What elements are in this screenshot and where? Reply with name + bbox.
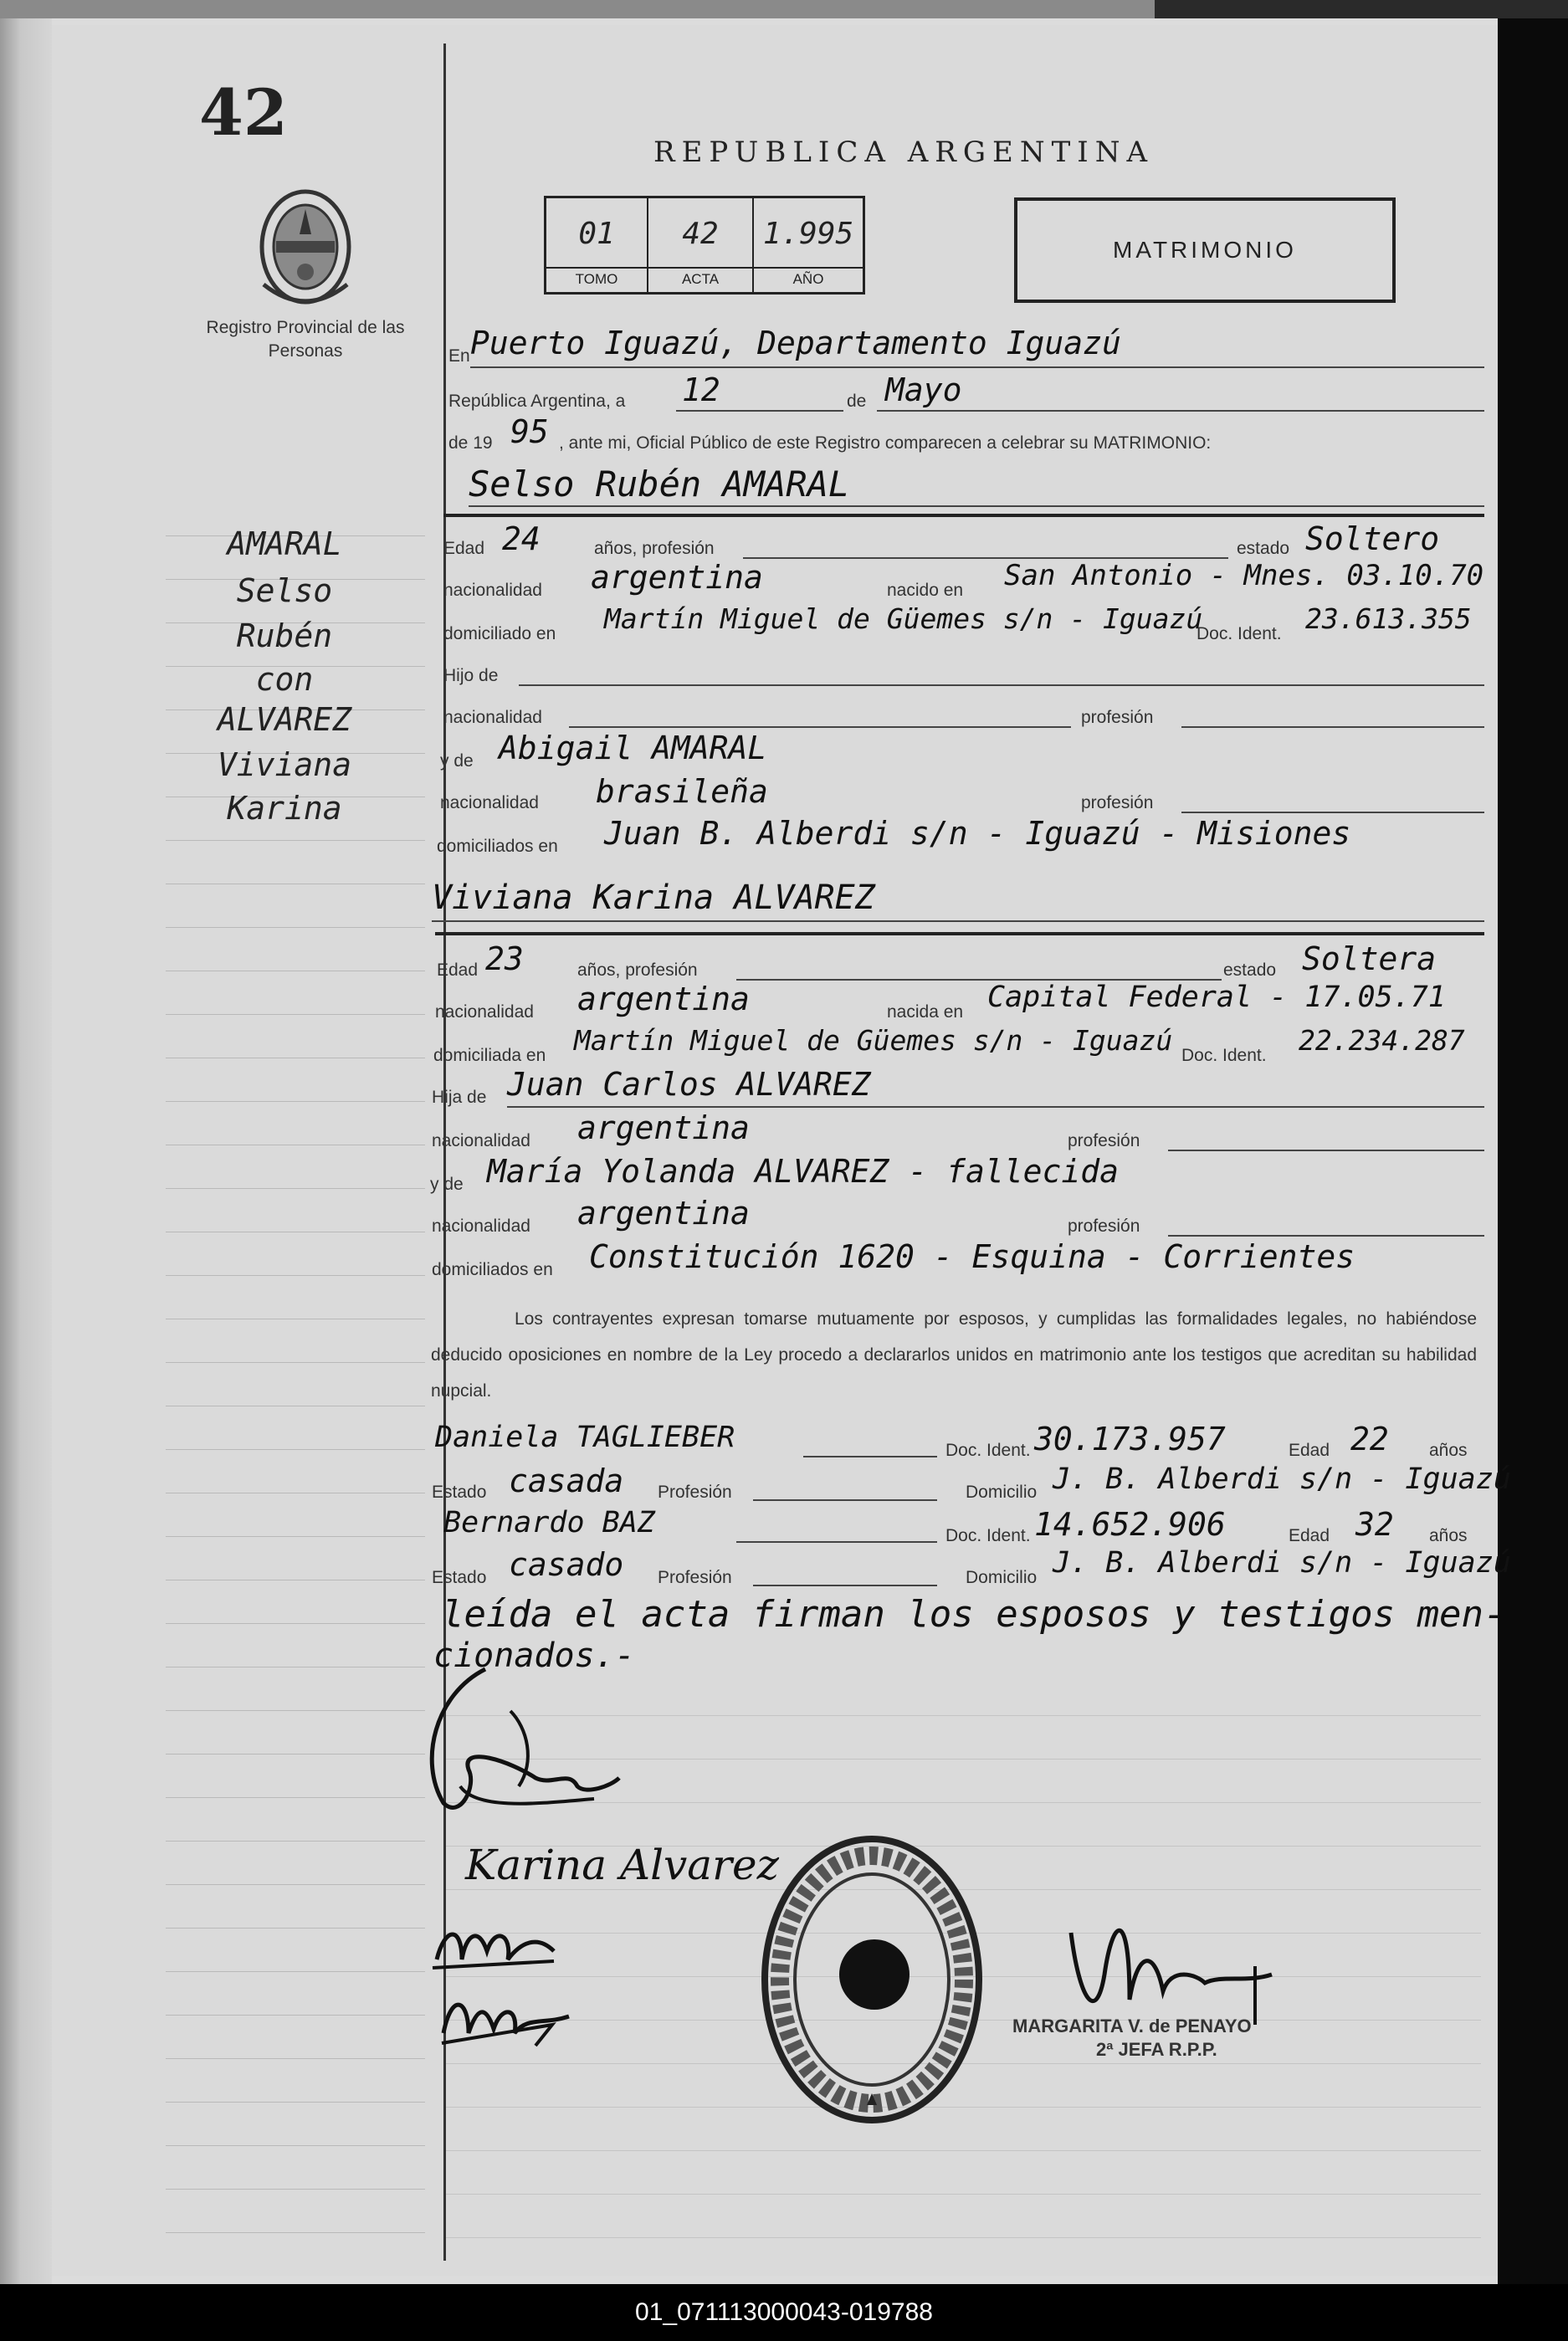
groom-domic-padres: Juan B. Alberdi s/n - Iguazú - Misiones bbox=[604, 815, 1351, 852]
intro-statement: , ante mi, Oficial Público de este Registro comparecen a celebrar su MATRIMONIO: bbox=[559, 433, 1212, 453]
day-value: 12 bbox=[682, 371, 720, 408]
ruled-line bbox=[166, 927, 425, 928]
witness-2-domicilio: J. B. Alberdi s/n - Iguazú bbox=[1053, 1546, 1511, 1580]
ruled-line bbox=[166, 2232, 425, 2233]
acta-label: ACTA bbox=[648, 267, 752, 288]
bride-nac-padre-label: nacionalidad bbox=[432, 1131, 530, 1150]
seal-label: Registro Provincial de las Personas bbox=[206, 318, 405, 361]
margin-annotation-line: Selso bbox=[236, 572, 333, 609]
acta-value: 42 bbox=[682, 217, 719, 251]
witness-1-signature-icon bbox=[428, 1909, 562, 1985]
groom-name: Selso Rubén AMARAL bbox=[469, 464, 850, 505]
witness-2-doc: 14.652.906 bbox=[1034, 1506, 1226, 1543]
witness-1-edad-label: Edad bbox=[1289, 1441, 1330, 1460]
bride-name: Viviana Karina ALVAREZ bbox=[432, 879, 875, 917]
bride-nacida-label: nacida en bbox=[887, 1002, 964, 1022]
tomo-cell bbox=[546, 198, 648, 292]
ruled-line bbox=[166, 1536, 425, 1537]
witness-2-signature-icon bbox=[435, 1983, 577, 2058]
bride-nacida: Capital Federal - 17.05.71 bbox=[987, 981, 1446, 1014]
bride-nac-madre: argentina bbox=[577, 1195, 750, 1232]
groom-edad: 24 bbox=[502, 520, 541, 557]
bride-padre-underline bbox=[507, 1106, 1484, 1108]
ruled-line bbox=[166, 1928, 425, 1929]
bride-prof-madre-underline bbox=[1168, 1235, 1484, 1237]
groom-signature-icon bbox=[410, 1661, 644, 1824]
bride-signature: Karina Alvarez bbox=[465, 1841, 779, 1889]
witness-2-anos-label: años bbox=[1429, 1526, 1468, 1545]
ruled-line bbox=[166, 1449, 425, 1450]
groom-prof-madre-label: profesión bbox=[1081, 793, 1154, 812]
margin-annotation-line: Rubén bbox=[236, 617, 333, 654]
groom-prof-madre-underline bbox=[1181, 812, 1484, 813]
groom-nacido: San Antonio - Mnes. 03.10.70 bbox=[1004, 559, 1484, 592]
ruled-line bbox=[166, 1101, 425, 1102]
official-stamp-icon bbox=[757, 1832, 987, 2127]
place-underline bbox=[470, 366, 1484, 368]
year-prefix-label: de 19 bbox=[448, 433, 493, 453]
ano-label: AÑO bbox=[754, 267, 863, 288]
ruled-line bbox=[166, 1884, 425, 1885]
month-value: Mayo bbox=[885, 371, 962, 408]
republica-label: República Argentina, a bbox=[448, 392, 626, 411]
witness-2-edad-label: Edad bbox=[1289, 1526, 1330, 1545]
ruled-line bbox=[166, 1623, 425, 1624]
bride-name-underline bbox=[432, 920, 1484, 922]
day-underline bbox=[676, 410, 843, 412]
groom-nac-madre: brasileña bbox=[596, 773, 768, 810]
groom-prof-padre-underline bbox=[1181, 726, 1484, 728]
groom-name-underline bbox=[469, 505, 1484, 507]
ruled-line bbox=[166, 1362, 425, 1363]
country-title: REPUBLICA ARGENTINA bbox=[653, 136, 1155, 169]
groom-edad-label: Edad bbox=[443, 539, 485, 558]
groom-yde-label: y de bbox=[440, 751, 474, 771]
witness-1-estado: casada bbox=[509, 1462, 624, 1499]
month-underline bbox=[877, 410, 1484, 412]
ruled-line bbox=[166, 2102, 425, 2103]
groom-doc: 23.613.355 bbox=[1305, 602, 1472, 635]
declaration-paragraph: Los contrayentes expresan tomarse mutuamente por esposos, y cumplidas las formalidades legales, no habiéndose deducido oposiciones en nombre de la Ley procedo a declararlos unidos en matrimonio ante los testigos que acreditan su habilidad nupcial. bbox=[431, 1309, 1477, 1401]
tomo-value: 01 bbox=[578, 217, 615, 251]
witness-1-name-underline bbox=[803, 1456, 937, 1457]
ruled-line bbox=[166, 2189, 425, 2190]
bride-anos-prof-label: años, profesión bbox=[577, 960, 698, 980]
groom-domic-padres-label: domiciliados en bbox=[437, 837, 558, 856]
ruled-line bbox=[166, 1014, 425, 1015]
bride-doc: 22.234.287 bbox=[1299, 1024, 1465, 1057]
de-label: de bbox=[847, 392, 867, 411]
ruled-line bbox=[443, 2194, 1481, 2195]
bride-domic-padres: Constitución 1620 - Esquina - Corrientes bbox=[589, 1238, 1355, 1275]
bride-nac-padre: argentina bbox=[577, 1109, 750, 1146]
margin-annotation-line: AMARAL bbox=[227, 525, 342, 562]
groom-domicilio-label: domiciliado en bbox=[443, 624, 556, 643]
groom-separator bbox=[443, 514, 1484, 517]
groom-nac-padre-underline bbox=[569, 726, 1071, 728]
groom-estado-label: estado bbox=[1237, 539, 1290, 558]
ruled-line bbox=[166, 2145, 425, 2146]
margin-annotation-line: con bbox=[255, 661, 314, 698]
witness-1-prof-underline bbox=[753, 1499, 937, 1501]
page-number: 42 bbox=[199, 75, 288, 150]
tomo-acta-ano-box bbox=[544, 196, 865, 295]
ruled-line bbox=[166, 1710, 425, 1711]
closing-line-1: leída el acta firman los esposos y testigos men- bbox=[442, 1593, 1506, 1636]
witness-2-estado-label: Estado bbox=[432, 1568, 487, 1587]
closing-line-2: cionados.- bbox=[433, 1637, 635, 1675]
year-value: 95 bbox=[510, 413, 549, 450]
groom-nac-label: nacionalidad bbox=[443, 581, 542, 600]
witness-1-estado-label: Estado bbox=[432, 1483, 487, 1502]
bride-nac-madre-label: nacionalidad bbox=[432, 1217, 530, 1236]
witness-1-edad: 22 bbox=[1350, 1421, 1389, 1457]
groom-madre: Abigail AMARAL bbox=[499, 730, 767, 766]
bride-domicilio: Martín Miguel de Güemes s/n - Iguazú bbox=[574, 1024, 1173, 1057]
bride-domic-padres-label: domiciliados en bbox=[432, 1260, 553, 1279]
bride-padre: Juan Carlos ALVAREZ bbox=[507, 1066, 871, 1103]
ruled-line bbox=[166, 1188, 425, 1189]
witness-2-domicilio-label: Domicilio bbox=[966, 1568, 1038, 1587]
witness-1-prof-label: Profesión bbox=[658, 1483, 732, 1502]
ruled-line bbox=[166, 840, 425, 841]
ruled-line bbox=[166, 1275, 425, 1276]
official-name-block bbox=[1012, 2015, 1252, 2062]
groom-nacido-label: nacido en bbox=[887, 581, 964, 600]
bride-hija-label: Hija de bbox=[432, 1088, 487, 1107]
bride-madre: María Yolanda ALVAREZ - fallecida bbox=[487, 1153, 1119, 1190]
official-title: 2ª JEFA R.P.P. bbox=[1096, 2039, 1217, 2060]
place-value: Puerto Iguazú, Departamento Iguazú bbox=[470, 325, 1121, 361]
ruled-line bbox=[443, 2150, 1481, 2151]
witness-2-name-underline bbox=[736, 1541, 937, 1543]
groom-anos-prof-label: años, profesión bbox=[594, 539, 715, 558]
groom-nacionalidad: argentina bbox=[591, 559, 763, 596]
en-label: En bbox=[448, 346, 470, 366]
groom-hijo-label: Hijo de bbox=[443, 666, 499, 685]
coat-of-arms-icon bbox=[251, 184, 360, 310]
bride-estado: Soltera bbox=[1302, 940, 1437, 977]
witness-1-anos-label: años bbox=[1429, 1441, 1468, 1460]
bride-estado-label: estado bbox=[1223, 960, 1277, 980]
acta-cell bbox=[648, 198, 754, 292]
image-id-caption: 01_071113000043-019788 bbox=[0, 2284, 1568, 2341]
ano-cell bbox=[754, 198, 863, 292]
witness-1-doc-label: Doc. Ident. bbox=[945, 1441, 1031, 1460]
bride-prof-padre-label: profesión bbox=[1068, 1131, 1140, 1150]
ruled-line bbox=[166, 1797, 425, 1798]
margin-annotation-line: Karina bbox=[227, 790, 342, 827]
witness-2-edad: 32 bbox=[1355, 1506, 1394, 1543]
bride-domicilio-label: domiciliada en bbox=[433, 1046, 546, 1065]
witness-1-doc: 30.173.957 bbox=[1034, 1421, 1226, 1457]
bride-edad-label: Edad bbox=[437, 960, 479, 980]
groom-domicilio: Martín Miguel de Güemes s/n - Iguazú bbox=[604, 602, 1203, 635]
bride-prof-padre-underline bbox=[1168, 1150, 1484, 1151]
ruled-line bbox=[166, 2015, 425, 2016]
tomo-label: TOMO bbox=[546, 267, 647, 288]
bride-separator bbox=[435, 932, 1484, 935]
ruled-line bbox=[166, 1841, 425, 1842]
margin-annotation-line: ALVAREZ bbox=[217, 701, 352, 738]
ruled-line bbox=[166, 2058, 425, 2059]
bride-yde-label: y de bbox=[430, 1175, 464, 1194]
bride-nac-label: nacionalidad bbox=[435, 1002, 534, 1022]
groom-hijo-underline bbox=[519, 684, 1484, 686]
page-binding-edge bbox=[0, 18, 52, 2284]
bride-doc-label: Doc. Ident. bbox=[1181, 1046, 1267, 1065]
bride-prof-madre-label: profesión bbox=[1068, 1217, 1140, 1236]
ruled-line bbox=[166, 1971, 425, 1972]
witness-1-domicilio-label: Domicilio bbox=[966, 1483, 1038, 1502]
groom-nac-padre-label: nacionalidad bbox=[443, 708, 542, 727]
witness-2-name: Bernardo BAZ bbox=[443, 1506, 655, 1539]
bride-nacionalidad: argentina bbox=[577, 981, 750, 1017]
witness-2-estado: casado bbox=[509, 1546, 624, 1583]
witness-2-prof-label: Profesión bbox=[658, 1568, 732, 1587]
groom-doc-label: Doc. Ident. bbox=[1196, 624, 1282, 643]
margin-annotation-line: Viviana bbox=[217, 746, 352, 783]
witness-2-doc-label: Doc. Ident. bbox=[945, 1526, 1031, 1545]
scanner-right-edge bbox=[1498, 18, 1568, 2284]
document-type-box: MATRIMONIO bbox=[1014, 197, 1396, 303]
ano-value: 1.995 bbox=[762, 217, 854, 251]
groom-estado: Soltero bbox=[1305, 520, 1440, 557]
ruled-line bbox=[443, 2237, 1481, 2238]
witness-2-prof-underline bbox=[753, 1585, 937, 1586]
groom-prof-padre-label: profesión bbox=[1081, 708, 1154, 727]
official-name: MARGARITA V. de PENAYO bbox=[1012, 2016, 1252, 2036]
witness-1-domicilio: J. B. Alberdi s/n - Iguazú bbox=[1053, 1462, 1511, 1496]
witness-1-name: Daniela TAGLIEBER bbox=[435, 1421, 735, 1454]
bride-edad: 23 bbox=[485, 940, 524, 977]
groom-nac-madre-label: nacionalidad bbox=[440, 793, 539, 812]
